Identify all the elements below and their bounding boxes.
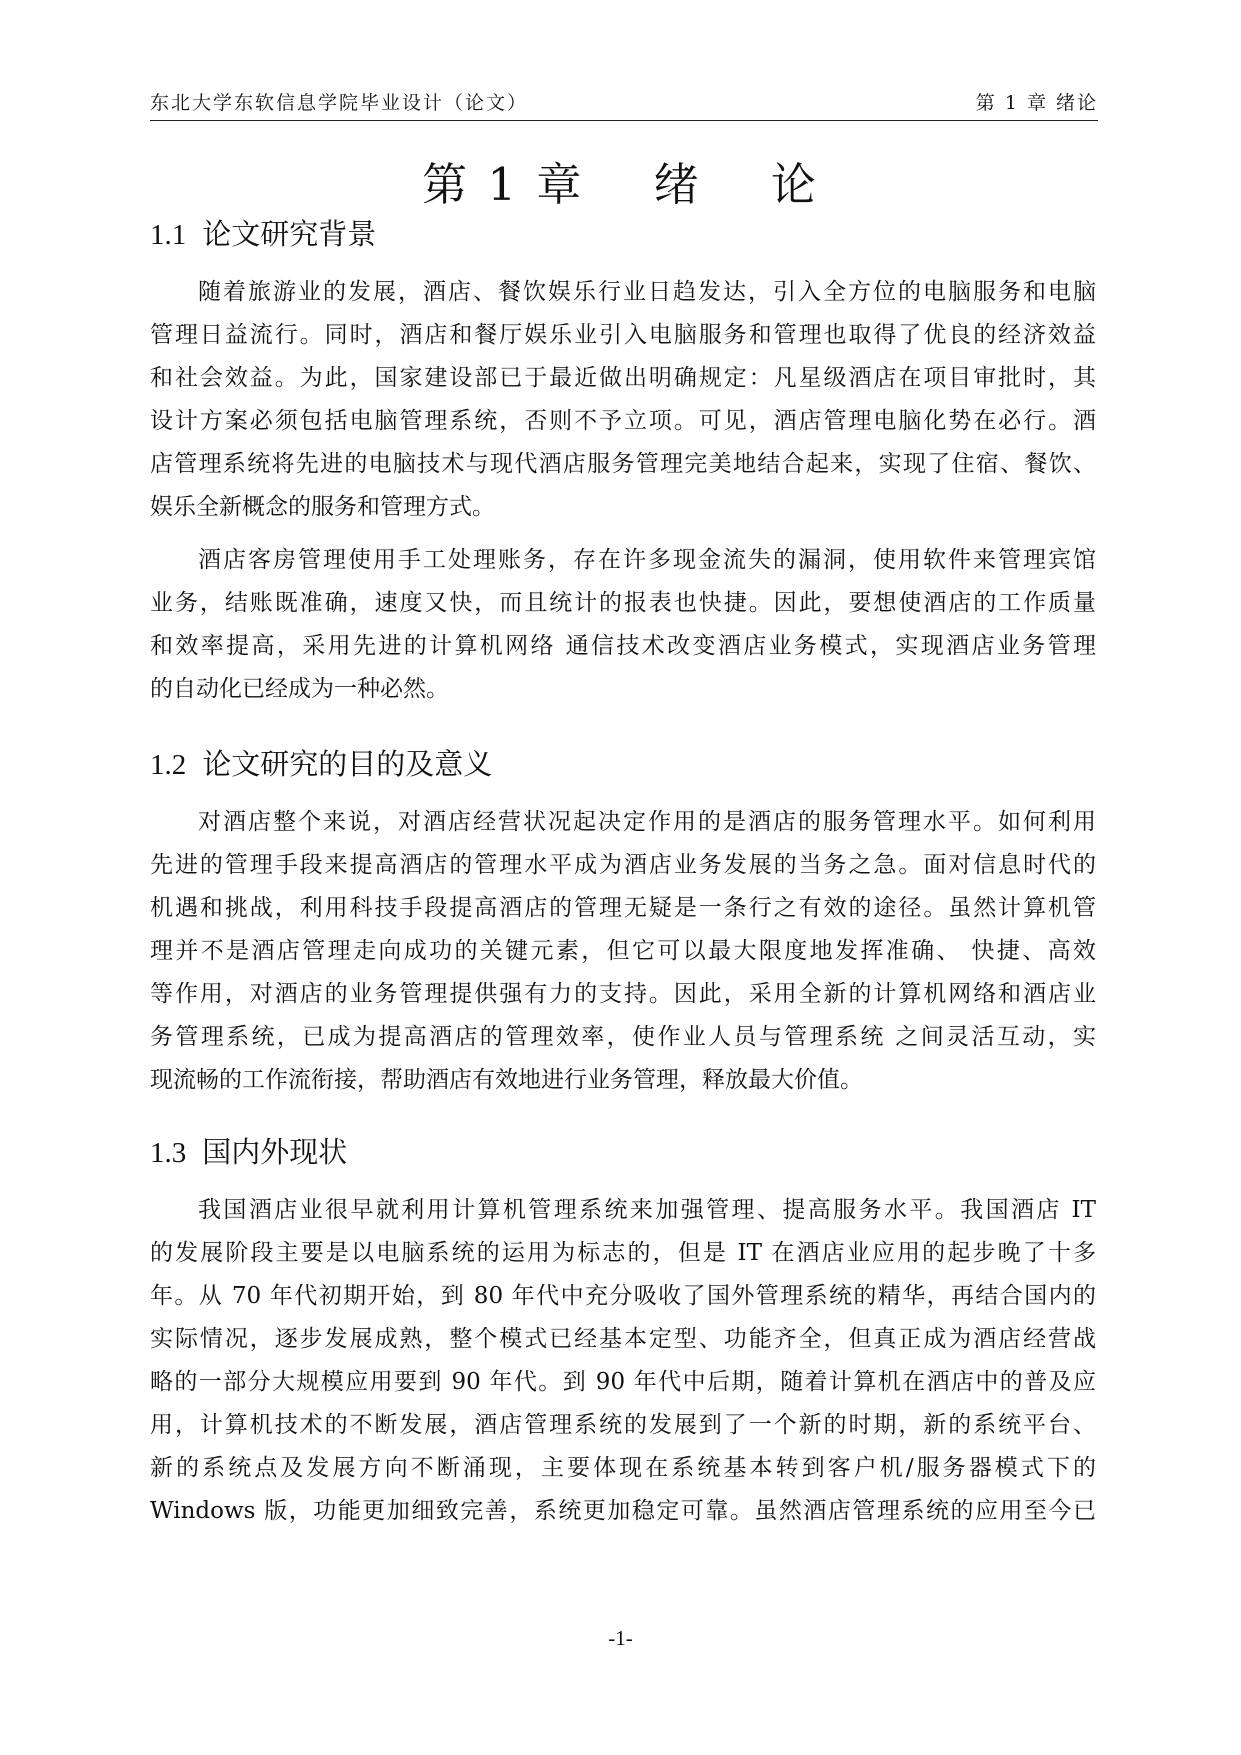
paragraph-line: 现流畅的工作流衔接，帮助酒店有效地进行业务管理，释放最大价值。 (150, 1067, 863, 1093)
paragraph-line: 新的系统点及发展方向不断涌现，主要体现在系统基本转到客户机/服务器模式下的 (150, 1455, 1096, 1481)
paragraph-line: 先进的管理手段来提高酒店的管理水平成为酒店业务发展的当务之急。面对信息时代的 (150, 852, 1096, 878)
section-title: 论文研究的目的及意义 (202, 747, 493, 781)
paragraph-line: 对酒店整个来说，对酒店经营状况起决定作用的是酒店的服务管理水平。如何利用 (198, 809, 1096, 835)
paragraph-line: 年。从 70 年代初期开始，到 80 年代中充分吸收了国外管理系统的精华，再结合国内的 (150, 1283, 1096, 1309)
paragraph-line: 管理日益流行。同时，酒店和餐厅娱乐业引入电脑服务和管理也取得了优良的经济效益 (150, 322, 1096, 348)
paragraph-line: 店管理系统将先进的电脑技术与现代酒店服务管理完美地结合起来，实现了住宿、餐饮、 (150, 451, 1096, 477)
paragraph-line: 机遇和挑战，利用科技手段提高酒店的管理无疑是一条行之有效的途径。虽然计算机管 (150, 895, 1096, 921)
paragraph-line: 和效率提高，采用先进的计算机网络 通信技术改变酒店业务模式，实现酒店业务管理 (150, 633, 1096, 659)
page-number: -1- (608, 1626, 633, 1650)
section-title: 论文研究背景 (202, 217, 377, 251)
section-number: 1.2 (150, 749, 187, 781)
section-heading-1-3 (150, 1130, 347, 1171)
section-heading-1-1 (150, 212, 376, 253)
paragraph-line: 的自动化已经成为一种必然。 (150, 676, 449, 702)
header-right-chapter: 第 1 章 绪论 (975, 92, 1098, 114)
paragraph-line: 酒店客房管理使用手工处理账务，存在许多现金流失的漏洞，使用软件来管理宾馆 (198, 547, 1096, 573)
section-heading-1-2 (150, 742, 492, 783)
page-header (150, 84, 1098, 121)
paragraph-line: 娱乐全新概念的服务和管理方式。 (150, 494, 495, 520)
paragraph-line: 务管理系统，已成为提高酒店的管理效率，使作业人员与管理系统 之间灵活互动，实 (150, 1024, 1096, 1050)
section-number: 1.1 (150, 219, 187, 251)
paragraph-line: 业务，结账既准确，速度又快，而且统计的报表也快捷。因此，要想使酒店的工作质量 (150, 590, 1096, 616)
section-title: 国内外现状 (202, 1135, 348, 1169)
paragraph-line: 用，计算机技术的不断发展，酒店管理系统的发展到了一个新的时期，新的系统平台、 (150, 1412, 1096, 1438)
paragraph-line: 等作用，对酒店的业务管理提供强有力的支持。因此，采用全新的计算机网络和酒店业 (150, 981, 1096, 1007)
paragraph-line: 理并不是酒店管理走向成功的关键元素，但它可以最大限度地发挥准确、 快捷、高效 (150, 938, 1096, 964)
paragraph-line: Windows 版，功能更加细致完善，系统更加稳定可靠。虽然酒店管理系统的应用至今已 (150, 1498, 1096, 1524)
paragraph-line: 略的一部分大规模应用要到 90 年代。到 90 年代中后期，随着计算机在酒店中的普及应 (150, 1369, 1096, 1395)
chapter-title: 第 1 章 绪 论 (422, 158, 819, 211)
paragraph-line: 实际情况，逐步发展成熟，整个模式已经基本定型、功能齐全，但真正成为酒店经营战 (150, 1326, 1096, 1352)
paragraph-line: 设计方案必须包括电脑管理系统，否则不予立项。可见，酒店管理电脑化势在必行。酒 (150, 408, 1096, 434)
paragraph-line: 我国酒店业很早就利用计算机管理系统来加强管理、提高服务水平。我国酒店 IT (198, 1197, 1096, 1223)
paragraph-line: 的发展阶段主要是以电脑系统的运用为标志的，但是 IT 在酒店业应用的起步晚了十多 (150, 1240, 1096, 1266)
paragraph-line: 随着旅游业的发展，酒店、餐饮娱乐行业日趋发达，引入全方位的电脑服务和电脑 (198, 279, 1096, 305)
section-number: 1.3 (150, 1137, 187, 1169)
header-left-title: 东北大学东软信息学院毕业设计（论文） (150, 92, 529, 114)
paragraph-line: 和社会效益。为此，国家建设部已于最近做出明确规定：凡星级酒店在项目审批时，其 (150, 365, 1096, 391)
